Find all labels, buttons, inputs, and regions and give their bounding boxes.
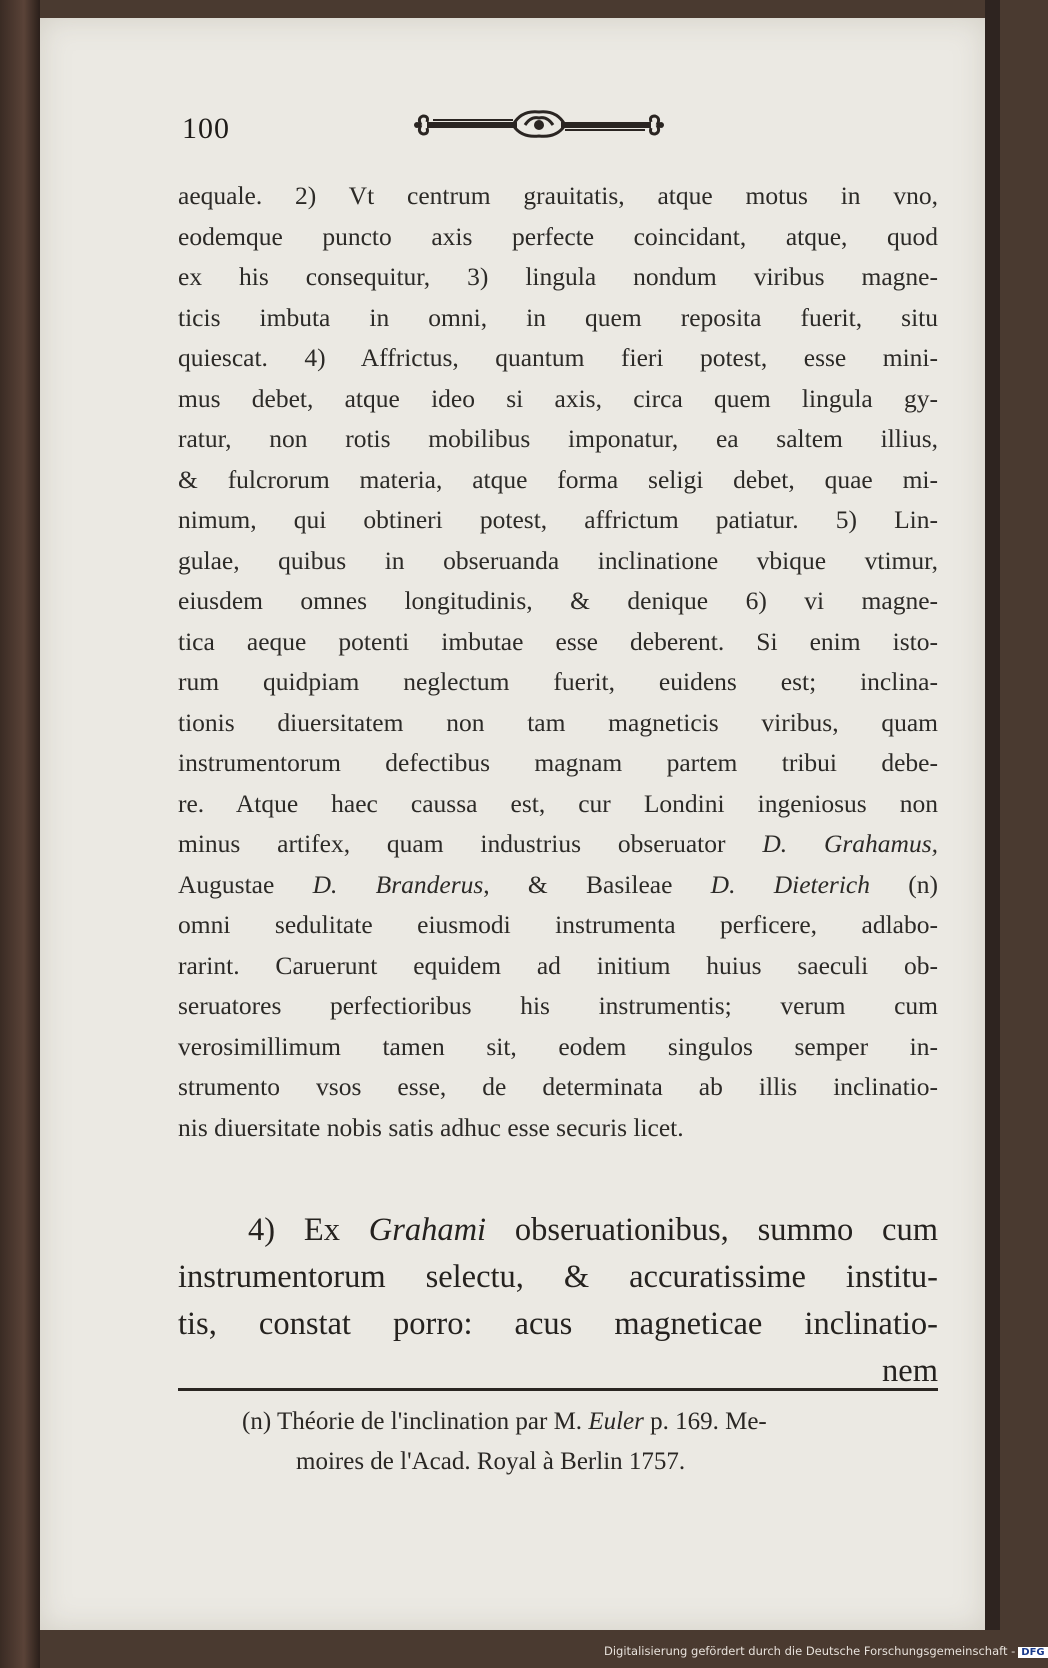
text-line: aequale. 2) Vt centrum grauitatis, atque motus in vno, (178, 181, 938, 210)
text-line: instrumentorum defectibus magnam partem tribui debe- (178, 748, 938, 777)
text-line: ex his consequitur, 3) lingula nondum viribus magne- (178, 262, 938, 291)
text-line: nimum, qui obtineri potest, affrictum patiatur. 5) Lin- (178, 505, 938, 534)
footnote-divider (178, 1388, 938, 1395)
dfg-logo: DFG (1018, 1647, 1047, 1658)
book-edge-right (985, 0, 1000, 1630)
footnote (242, 1402, 942, 1482)
text-line: nem (882, 1353, 938, 1389)
text-line: re. Atque haec caussa est, cur Londini ingeniosus non (178, 788, 938, 818)
text-line: eiusdem omnes longitudinis, & denique 6) vi magne- (178, 586, 938, 615)
text-line (178, 824, 938, 865)
text-line: mus debet, atque ideo si axis, circa quem lingula gy- (178, 383, 938, 413)
person-name: Grahami (368, 1212, 487, 1248)
person-name: Euler (588, 1408, 644, 1435)
text-fragment: obseruationibus, summo cum (486, 1212, 938, 1248)
text-line: ratur, non rotis mobilibus imponatur, ea saltem illius, (178, 424, 938, 453)
text-line (178, 865, 938, 906)
text-line: quiescat. 4) Affrictus, quantum fieri potest, esse mini- (178, 343, 938, 372)
book-edge-left (0, 0, 40, 1668)
text-line: eodemque puncto axis perfecte coincidant, atque, quod (178, 221, 938, 251)
page-number: 100 (182, 112, 230, 145)
text-line: ticis imbuta in omni, in quem reposita fuerit, situ (178, 302, 938, 332)
text-line: verosimillimum tamen sit, eodem singulos semper in- (178, 1031, 938, 1061)
footnote-line (242, 1402, 942, 1442)
text-line: tica aeque potenti imbutae esse deberent. Si enim isto- (178, 626, 938, 656)
text-line: nis diuersitate nobis satis adhuc esse securis licet. (178, 1112, 684, 1142)
scroll-ornament-icon (413, 106, 665, 144)
text-line: rum quidpiam neglectum fuerit, euidens est; inclina- (178, 667, 938, 696)
text-fragment: Augustae (178, 869, 313, 899)
text-line: & fulcrorum materia, atque forma seligi debet, quae mi- (178, 464, 938, 494)
second-paragraph (178, 1207, 938, 1395)
text-fragment: (n) Théorie de l'inclination par M. (242, 1408, 589, 1435)
main-paragraph (178, 176, 938, 1148)
text-line: omni sedulitate eiusmodi instrumenta perficere, adlabo- (178, 910, 938, 939)
text-line (178, 1207, 938, 1254)
text-fragment: minus artifex, quam industrius obseruator (178, 829, 763, 858)
text-line: gulae, quibus in obseruanda inclinatione vbique vtimur, (178, 545, 938, 575)
credit-text: Digitalisierung gefördert durch die Deutsche Forschungsgemeinschaft - (604, 1644, 1016, 1658)
footnote-line: moires de l'Acad. Royal à Berlin 1757. (296, 1448, 686, 1475)
text-line: tionis diuersitatem non tam magneticis viribus, quam (178, 707, 938, 737)
text-fragment: , & Basileae (483, 869, 711, 899)
person-name: D. Branderus (312, 869, 484, 899)
text-fragment: p. 169. Me- (643, 1408, 767, 1435)
text-line: tis, constat porro: acus magneticae inclinatio- (178, 1306, 938, 1342)
digitization-credit (604, 1644, 1048, 1658)
text-fragment: 4) Ex (248, 1212, 369, 1248)
text-line: instrumentorum selectu, & accuratissime institu- (178, 1259, 938, 1295)
person-name: D. Grahamus, (762, 829, 938, 858)
person-name: D. Dieterich (710, 869, 871, 899)
text-line: strumento vsos esse, de determinata ab illis inclinatio- (178, 1072, 938, 1101)
footnote-marker: (n) (870, 869, 939, 899)
text-line: seruatores perfectioribus his instrumentis; verum cum (178, 991, 938, 1020)
text-line: rarint. Caruerunt equidem ad initium huius saeculi ob- (178, 950, 938, 980)
